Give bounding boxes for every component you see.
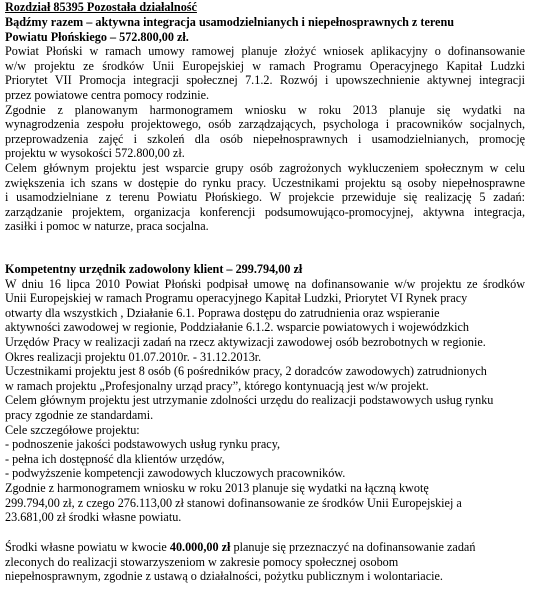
section2-text-line: Zgodnie z harmonogramem wniosku w roku 2013 planuje się wydatki na łączną kwotę <box>5 480 429 495</box>
section2-text-line: W dniu 16 lipca 2010 Powiat Płoński podpisał umowę na dofinansowanie w/w projektu ze środków <box>5 276 525 291</box>
section1-text-line: Celem głównym projektu jest wsparcie grupy osób zagrożonych wykluczeniem społecznym w celu <box>5 160 525 175</box>
section1-text-line: Priorytet VII Promocja integracji społecznej 7.1.2. Rozwój i upowszechnienie aktywnej integracji <box>5 73 525 88</box>
section3-line1-start: Środki własne powiatu w kwocie <box>5 540 170 554</box>
section1-text-line: Powiat Płoński w ramach umowy ramowej planuje złożyć wniosek aplikacyjny o dofinansowanie <box>5 44 525 59</box>
section2-title: Kompetentny urzędnik zadowolony klient – 299.794,00 zł <box>5 262 303 276</box>
amount-bold: 40.000,00 zł <box>169 540 231 554</box>
section2-text-line: otwarty dla wszystkich , Działanie 6.1. Poprawa dostępu do zatrudnienia oraz wspieranie <box>5 305 440 320</box>
section2-text-line: Cele szczegółowe projektu: <box>5 422 140 437</box>
section-srodki-wlasne <box>5 540 525 584</box>
section1-text-line: przeprowadzenia zajęć i szkoleń dla osób niepełnosprawnych i usamodzielnianych, promocję <box>5 131 525 146</box>
section2-text-line: 23.681,00 zł środki własne powiatu. <box>5 510 182 525</box>
section2-text-line: Okres realizacji projektu 01.07.2010r. - 31.12.2013r. <box>5 349 262 364</box>
section1-title-line2: Powiatu Płońskiego – 572.800,00 zł. <box>5 29 189 44</box>
section2-text-line: Uczestnikami projektu jest 8 osób (6 pośredników pracy, 2 doradców zawodowych) zatrudnionych <box>5 364 487 379</box>
section1-title-line1: Bądźmy razem – aktywna integracja usamodzielnianych i niepełnosprawnych z terenu <box>5 15 455 29</box>
section1-text-line: Zgodnie z planowanym harmonogramem wniosku w roku 2013 planuje się wydatki na <box>5 102 525 117</box>
section3-line3: niepełnosprawnym, zgodnie z ustawą o działalności, pożytku publicznym i wolontariacie. <box>5 569 443 584</box>
section1-text-line: i usamodzielniane z terenu Powiatu Płońskiego. W projekcie przewiduje się realizację 5 zadań: <box>5 190 525 205</box>
chapter-heading <box>5 0 197 15</box>
section-kompetentny-urzednik <box>5 262 525 525</box>
section2-text-line: aktywności zawodowej w regionie, Poddziałanie 6.1.2. wsparcie powiatowych i wojewódzkich <box>5 320 470 335</box>
section2-list-item: - podwyższenie kompetencji zawodowych kluczowych pracowników. <box>5 466 346 481</box>
chapter-heading-text: Rozdział 85395 Pozostała działalność <box>5 0 197 14</box>
section2-text-line: Unii Europejskiej w ramach Programu operacyjnego Kapitał Ludzki, Priorytet VI Rynek pracy <box>5 291 468 306</box>
section2-text-line: w ramach projektu „Profesjonalny urząd pracy”, którego kontynuacją jest w/w projekt. <box>5 378 429 393</box>
section1-text-line: wynagrodzenia zespołu projektowego, osób zarządzających, psychologa i pracowników socjalnych, <box>5 117 525 132</box>
section1-text-line: projektu w wysokości 572.800,00 zł. <box>5 146 185 161</box>
section2-list-item: - pełna ich dostępność dla klientów urzędów, <box>5 451 225 466</box>
section-badzmy-razem <box>5 15 525 234</box>
section2-text-line: pracy zgodnie ze standardami. <box>5 407 154 422</box>
section2-text-line: Celem głównym projektu jest utrzymanie zdolności urzędu do realizacji podstawowych usług rynku <box>5 393 494 408</box>
section3-line1-end: planuje się przeznaczyć na dofinansowanie zadań <box>230 540 476 554</box>
section2-text-line: 299.794,00 zł, z czego 276.113,00 zł stanowi dofinansowanie ze środków Unii Europejskiej a <box>5 495 462 510</box>
section1-text-line: w/w projektu ze środków Unii Europejskiej w ramach Programu Operacyjnego Kapitał Ludzki <box>5 58 525 73</box>
section3-line2: zleconych do realizacji stowarzyszeniom w zakresie pomocy społecznej osobom <box>5 554 399 569</box>
section2-list-item: - podnoszenie jakości podstawowych usług rynku pracy, <box>5 437 281 452</box>
section1-text-line: przez powiatowe centra pomocy rodzinie. <box>5 87 210 102</box>
section1-text-line: zwiększenia ich szans w dostępie do rynku pracy. Uczestnikami projektu są osoby niepełnosprawne <box>5 175 525 190</box>
section3-line1 <box>5 540 525 555</box>
section2-text-line: Urzędów Pracy w realizacji zadań na rzecz aktywizacji zawodowej osób bezrobotnych w regionie. <box>5 334 486 349</box>
section1-text-line: zarządzanie projektem, organizacja konferencji podsumowująco-promocyjnej, aktywna integracja, <box>5 204 525 219</box>
section1-text-line: zasiłki i pomoc w naturze, praca socjalna. <box>5 219 209 234</box>
